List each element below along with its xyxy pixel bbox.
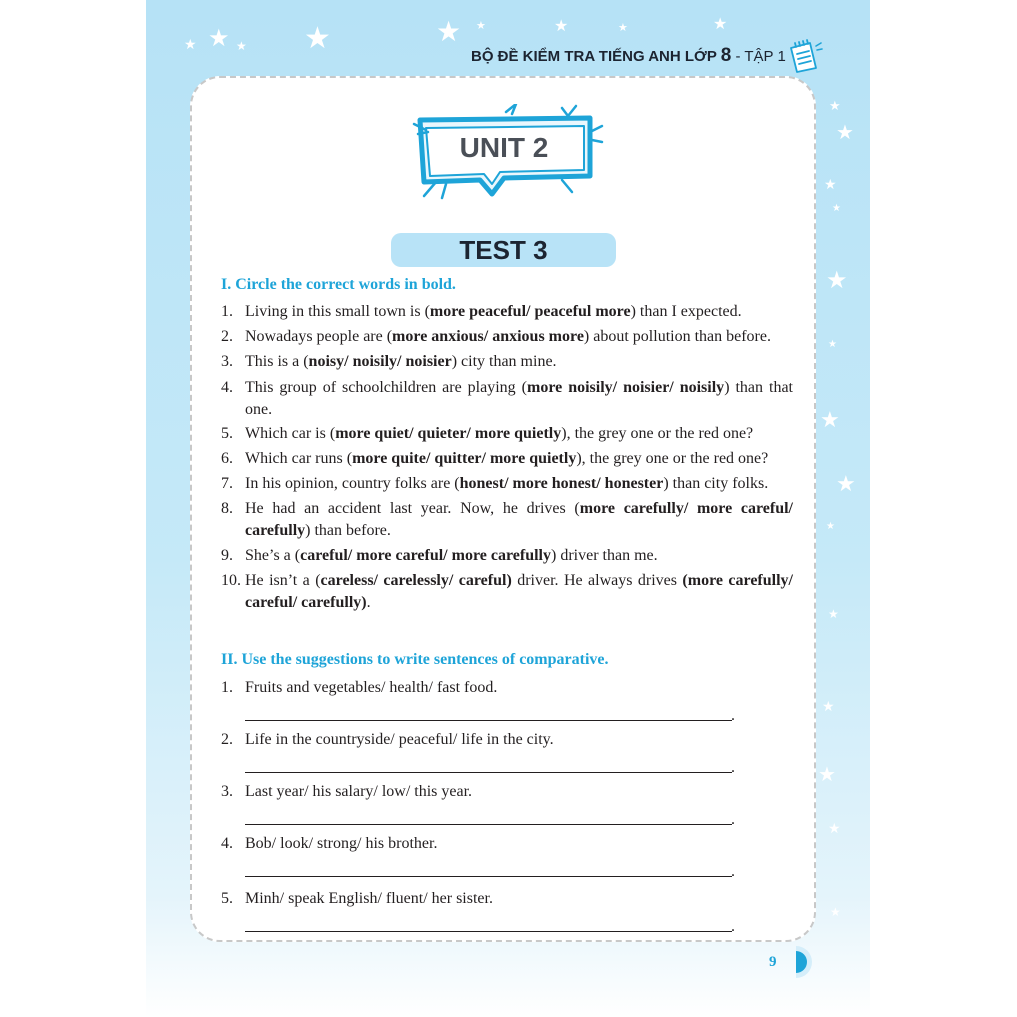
question-1 [221, 301, 793, 323]
star-icon: ★ [236, 39, 247, 53]
answer-options[interactable]: careful/ more careful/ more carefully [300, 547, 551, 564]
question-text: Living in this small town is (more peaceful/ peaceful more) than I expected. [245, 303, 742, 320]
question-10 [221, 570, 793, 614]
prompt-text: Life in the countryside/ peaceful/ life in the city. [245, 731, 554, 748]
star-icon: ★ [436, 15, 462, 48]
question-2 [221, 326, 793, 348]
answer-options[interactable]: more quiet/ quieter/ more quietly [335, 425, 562, 442]
answer-options[interactable]: more noisily/ noisier/ noisily [526, 379, 725, 396]
question-number: 5. [221, 425, 233, 442]
star-icon: ★ [826, 521, 835, 532]
star-icon: ★ [836, 472, 856, 497]
prompt-text: Minh/ speak English/ fluent/ her sister. [245, 890, 493, 907]
question-number: 8. [221, 500, 233, 517]
star-icon: ★ [828, 821, 841, 837]
answer-options[interactable]: more carefully/ more careful/ carefully [245, 500, 794, 539]
question-8 [221, 498, 793, 542]
star-icon: ★ [304, 21, 331, 56]
question-text: He had an accident last year. Now, he drives (more carefully/ more careful/ carefully) than before. [245, 500, 794, 539]
question-number: 9. [221, 547, 233, 564]
unit-title: UNIT 2 [459, 132, 549, 163]
notebook-icon [788, 38, 824, 74]
answer-line-4[interactable] [245, 876, 732, 877]
star-icon: ★ [476, 19, 486, 32]
answer-options[interactable]: (more carefully/ careful/ carefully) [245, 572, 793, 611]
question-text: In his opinion, country folks are (honest/ more honest/ honester) than city folks. [245, 475, 769, 492]
line-period: . [731, 759, 735, 776]
prompt-text: Fruits and vegetables/ health/ fast food. [245, 679, 498, 696]
answer-options[interactable]: more quite/ quitter/ more quietly [352, 450, 577, 467]
star-icon: ★ [554, 16, 569, 35]
prompt-number: 1. [221, 679, 233, 696]
question-number: 10. [221, 572, 241, 589]
section-1-title: I. Circle the correct words in bold. [221, 276, 456, 293]
star-icon: ★ [208, 24, 230, 52]
page-number: 9 [769, 954, 777, 970]
line-period: . [731, 811, 735, 828]
question-number: 2. [221, 328, 233, 345]
book-title: BỘ ĐỀ KIỂM TRA TIẾNG ANH LỚP 8 - TẬP 1 [471, 45, 786, 66]
star-icon: ★ [824, 177, 837, 193]
question-text: This is a (noisy/ noisily/ noisier) city than mine. [245, 353, 557, 370]
line-period: . [731, 918, 735, 935]
answer-options[interactable]: more peaceful/ peaceful more [429, 303, 631, 320]
question-6 [221, 448, 793, 470]
section-2-title: II. Use the suggestions to write sentences of comparative. [221, 651, 609, 668]
answer-options[interactable]: careless/ carelessly/ careful) [320, 572, 512, 589]
star-icon: ★ [184, 37, 197, 53]
answer-options[interactable]: honest/ more honest/ honester [459, 475, 664, 492]
answer-line-1[interactable] [245, 720, 732, 721]
question-text: Nowadays people are (more anxious/ anxious more) about pollution than before. [245, 328, 771, 345]
prompt-3 [221, 781, 793, 803]
question-text: This group of schoolchildren are playing (more noisily/ noisier/ noisily) than that one. [245, 379, 793, 418]
answer-options[interactable]: noisy/ noisily/ noisier [308, 353, 452, 370]
prompt-4 [221, 833, 793, 855]
line-period: . [731, 707, 735, 724]
test-title: TEST 3 [391, 233, 616, 267]
star-icon: ★ [829, 99, 841, 114]
prompt-1 [221, 677, 793, 699]
star-icon: ★ [818, 762, 836, 786]
question-9 [221, 545, 793, 567]
star-icon: ★ [713, 14, 728, 33]
question-number: 4. [221, 379, 233, 396]
star-icon: ★ [822, 699, 835, 715]
prompt-number: 4. [221, 835, 233, 852]
prompt-text: Bob/ look/ strong/ his brother. [245, 835, 438, 852]
question-number: 7. [221, 475, 233, 492]
star-icon: ★ [830, 905, 841, 919]
star-icon: ★ [618, 21, 628, 34]
question-number: 3. [221, 353, 233, 370]
question-4 [221, 377, 793, 421]
question-text: Which car runs (more quite/ quitter/ more quietly), the grey one or the red one? [245, 450, 769, 467]
star-icon: ★ [820, 408, 840, 433]
star-icon: ★ [832, 203, 841, 214]
prompt-number: 3. [221, 783, 233, 800]
prompt-number: 5. [221, 890, 233, 907]
question-number: 6. [221, 450, 233, 467]
question-number: 1. [221, 303, 233, 320]
prompt-2 [221, 729, 793, 751]
question-5 [221, 423, 793, 445]
star-icon: ★ [836, 120, 854, 144]
star-icon: ★ [826, 266, 848, 294]
star-icon: ★ [828, 339, 837, 350]
question-text: She’s a (careful/ more careful/ more carefully) driver than me. [245, 547, 658, 564]
prompt-text: Last year/ his salary/ low/ this year. [245, 783, 473, 800]
prompt-5 [221, 888, 793, 910]
answer-options[interactable]: more anxious/ anxious more [392, 328, 584, 345]
question-7 [221, 473, 793, 495]
question-text: He isn’t a (careless/ carelessly/ careful) driver. He always drives (more carefully/ careful/ carefully). [245, 572, 793, 611]
prompt-number: 2. [221, 731, 233, 748]
question-3 [221, 351, 793, 373]
page-tab-icon [788, 944, 814, 980]
star-icon: ★ [828, 607, 839, 621]
answer-line-3[interactable] [245, 824, 732, 825]
answer-line-5[interactable] [245, 931, 732, 932]
answer-line-2[interactable] [245, 772, 732, 773]
question-text: Which car is (more quiet/ quieter/ more quietly), the grey one or the red one? [245, 425, 754, 442]
line-period: . [731, 863, 735, 880]
